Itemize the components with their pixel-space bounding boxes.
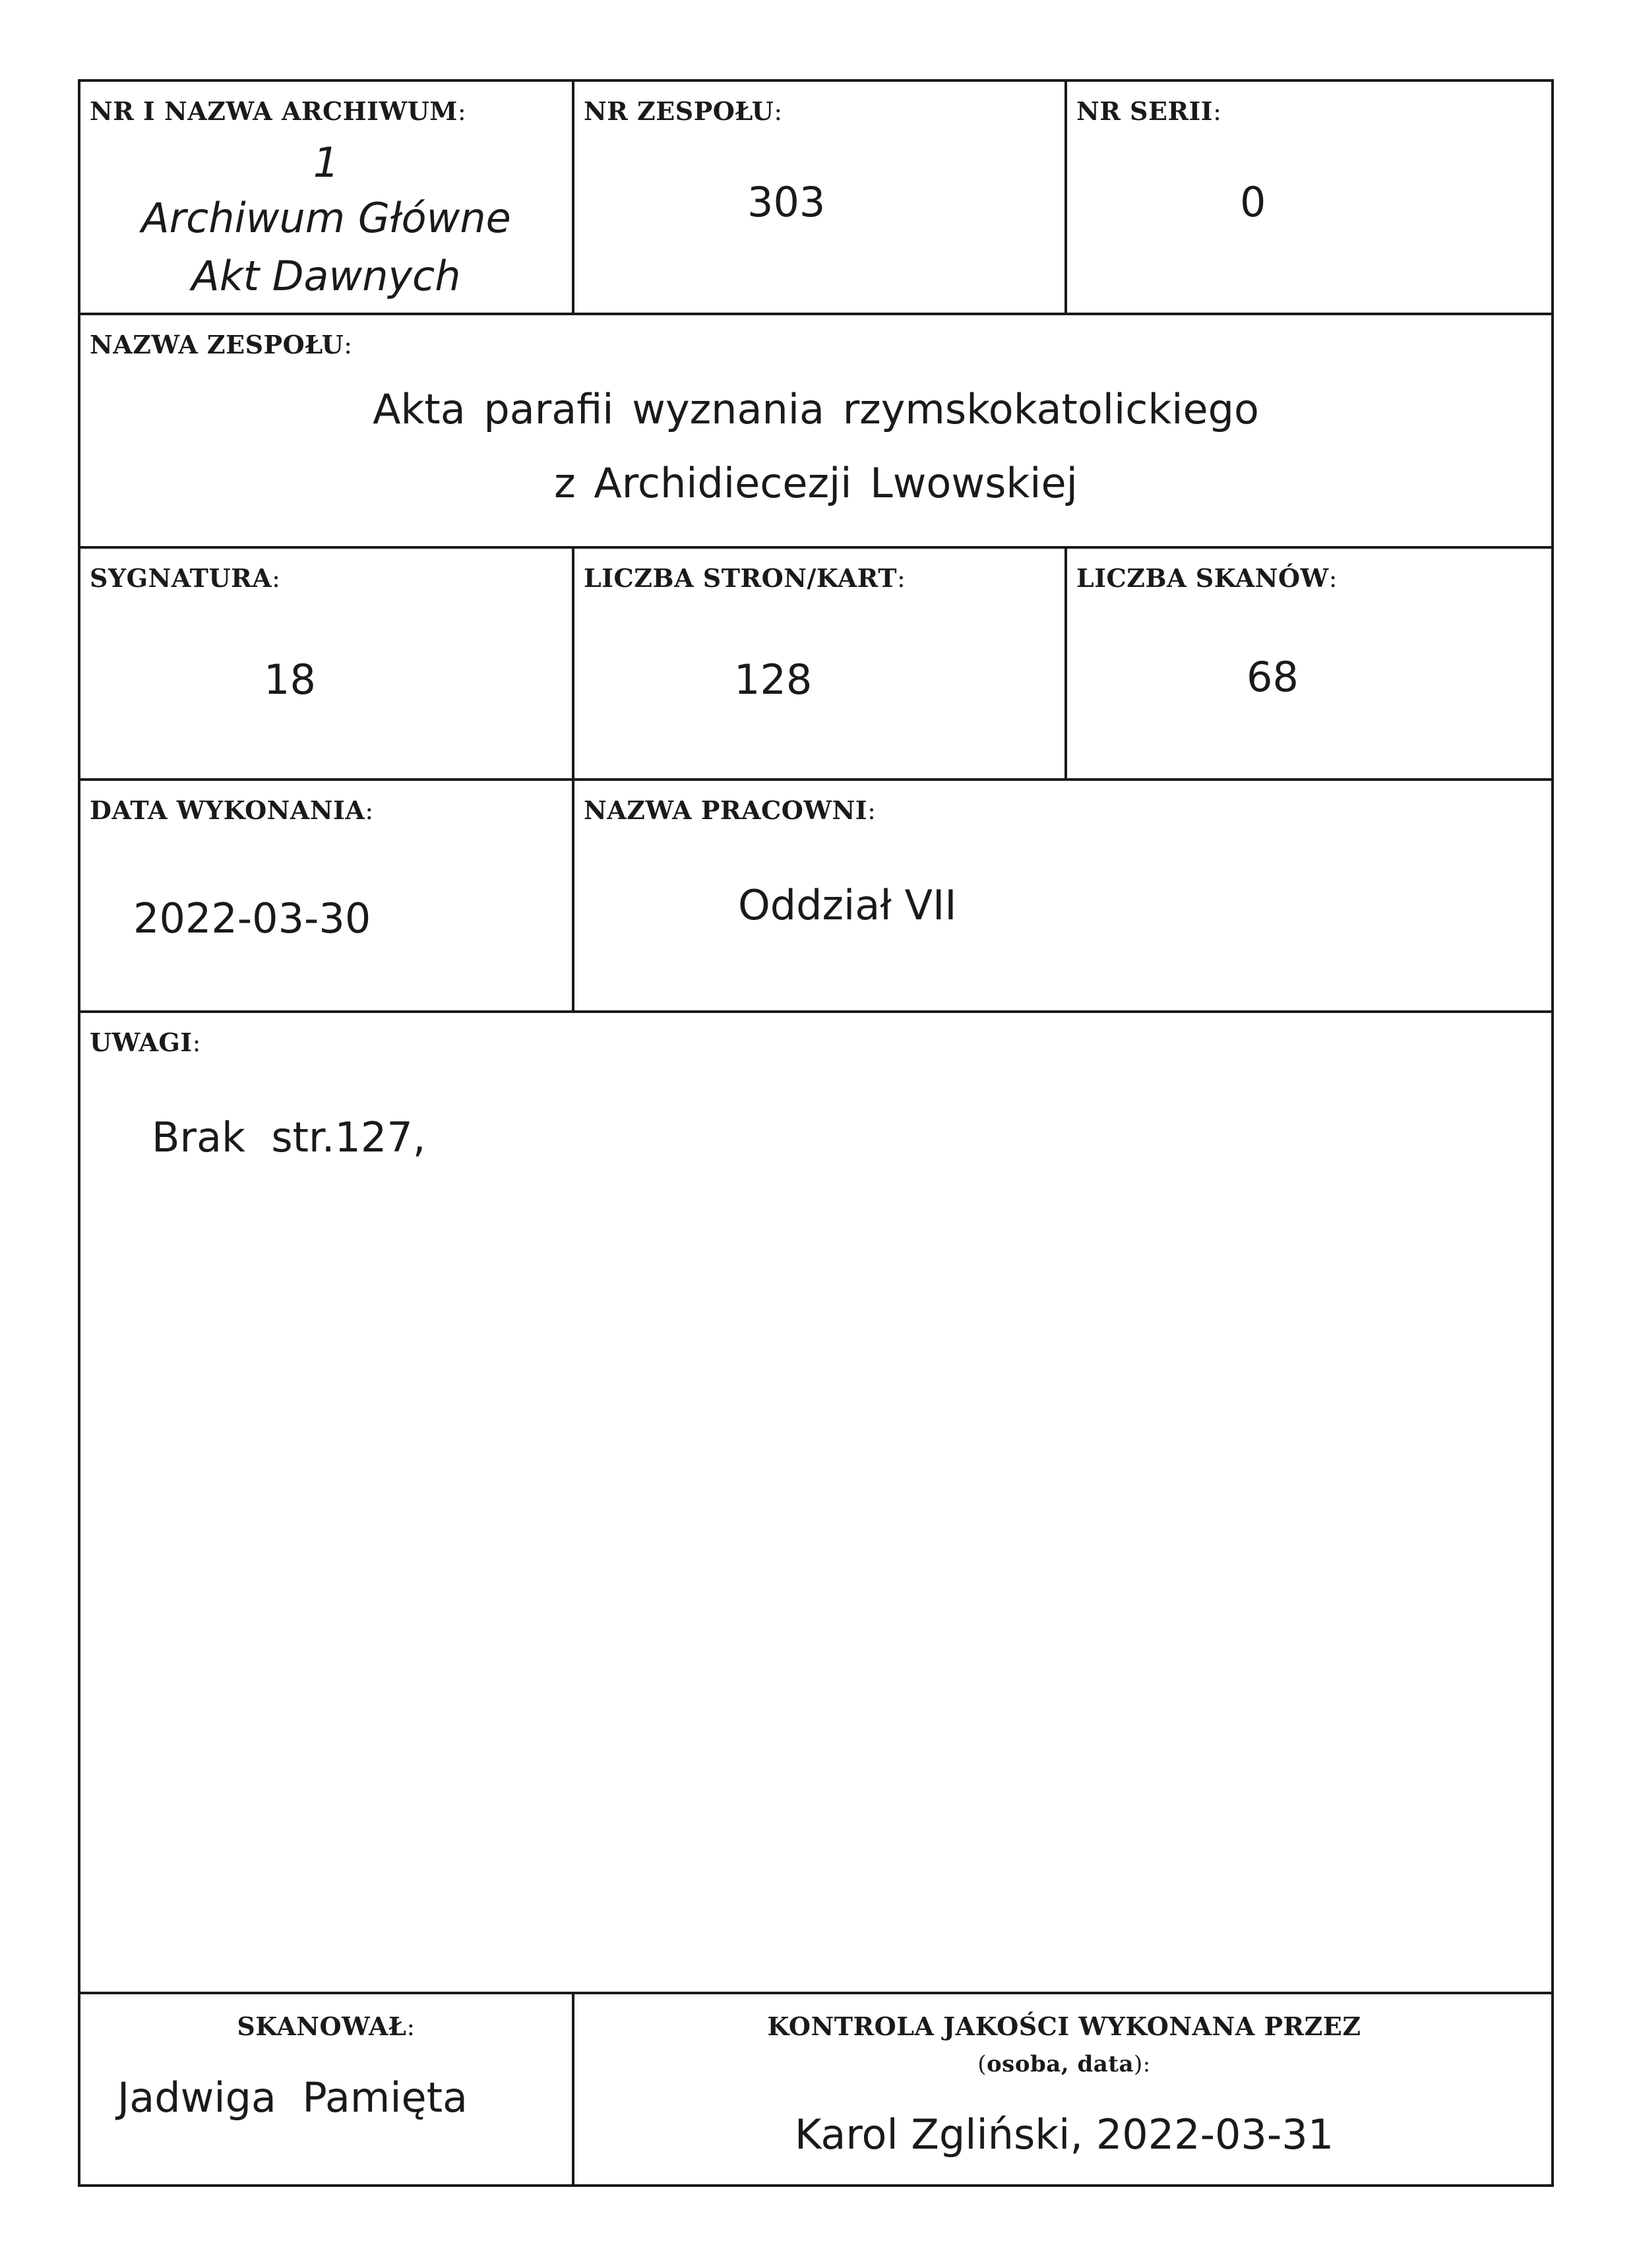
quality-control-label: KONTROLA JAKOŚCI WYKONANA PRZEZ	[767, 2011, 1361, 2041]
col-divider-row3-a	[572, 546, 574, 778]
fond-name-cell	[80, 315, 1551, 546]
remarks-label: UWAGI:	[90, 1027, 201, 1057]
fond-name-line1: Akta parafii wyznania rzymskokatolickiego	[373, 385, 1259, 433]
signature-label: SYGNATURA:	[90, 563, 281, 593]
signature-cell	[80, 549, 572, 778]
remarks-value: Brak str.127,	[152, 1113, 426, 1161]
scans-label: LICZBA SKANÓW:	[1076, 563, 1338, 593]
pages-value: 128	[734, 656, 813, 704]
fond-number-value: 303	[747, 178, 826, 226]
quality-control-cell	[574, 1994, 1554, 2184]
remarks-cell	[80, 1013, 1551, 1992]
fond-name-label: NAZWA ZESPOŁU:	[90, 330, 353, 359]
date-value: 2022-03-30	[133, 894, 371, 942]
col-divider-row3-b	[1064, 546, 1067, 778]
scans-value: 68	[1247, 653, 1299, 701]
row-divider-5	[80, 1992, 1551, 1994]
fond-name-line2: z Archidiecezji Lwowskiej	[554, 459, 1078, 507]
fond-number-cell	[574, 82, 1064, 313]
workshop-value: Oddział VII	[738, 881, 957, 929]
pages-label: LICZBA STRON/KART:	[584, 563, 906, 593]
date-cell	[80, 781, 572, 1010]
archive-label: NR I NAZWA ARCHIWUM:	[90, 96, 467, 126]
scanned-by-value: Jadwiga Pamięta	[117, 2073, 468, 2122]
scanned-by-label: SKANOWAŁ:	[237, 2011, 416, 2041]
workshop-cell	[574, 781, 1554, 1010]
archive-number: 1	[313, 138, 340, 187]
workshop-label: NAZWA PRACOWNI:	[584, 795, 877, 825]
scanned-by-cell	[80, 1994, 572, 2184]
signature-value: 18	[264, 656, 316, 704]
row-divider-2	[80, 546, 1551, 549]
metadata-form	[78, 79, 1554, 2187]
series-number-value: 0	[1240, 178, 1266, 226]
series-number-label: NR SERII:	[1076, 96, 1222, 126]
quality-control-sublabel: (osoba, data):	[977, 2051, 1151, 2077]
quality-control-value: Karol Zgliński, 2022-03-31	[794, 2110, 1334, 2159]
row-divider-4	[80, 1010, 1551, 1013]
scans-cell	[1067, 549, 1554, 778]
series-number-cell	[1067, 82, 1554, 313]
archive-name-line2: Akt Dawnych	[191, 252, 461, 300]
pages-cell	[574, 549, 1064, 778]
col-divider-row1-b	[1064, 82, 1067, 313]
row-divider-3	[80, 778, 1551, 781]
date-label: DATA WYKONANIA:	[90, 795, 374, 825]
archive-name-line1: Archiwum Główne	[141, 194, 511, 242]
col-divider-row4	[572, 778, 574, 1010]
col-divider-row6	[572, 1992, 574, 2187]
col-divider-row1-a	[572, 82, 574, 313]
fond-number-label: NR ZESPOŁU:	[584, 96, 783, 126]
archive-cell	[80, 82, 572, 313]
row-divider-1	[80, 313, 1551, 315]
